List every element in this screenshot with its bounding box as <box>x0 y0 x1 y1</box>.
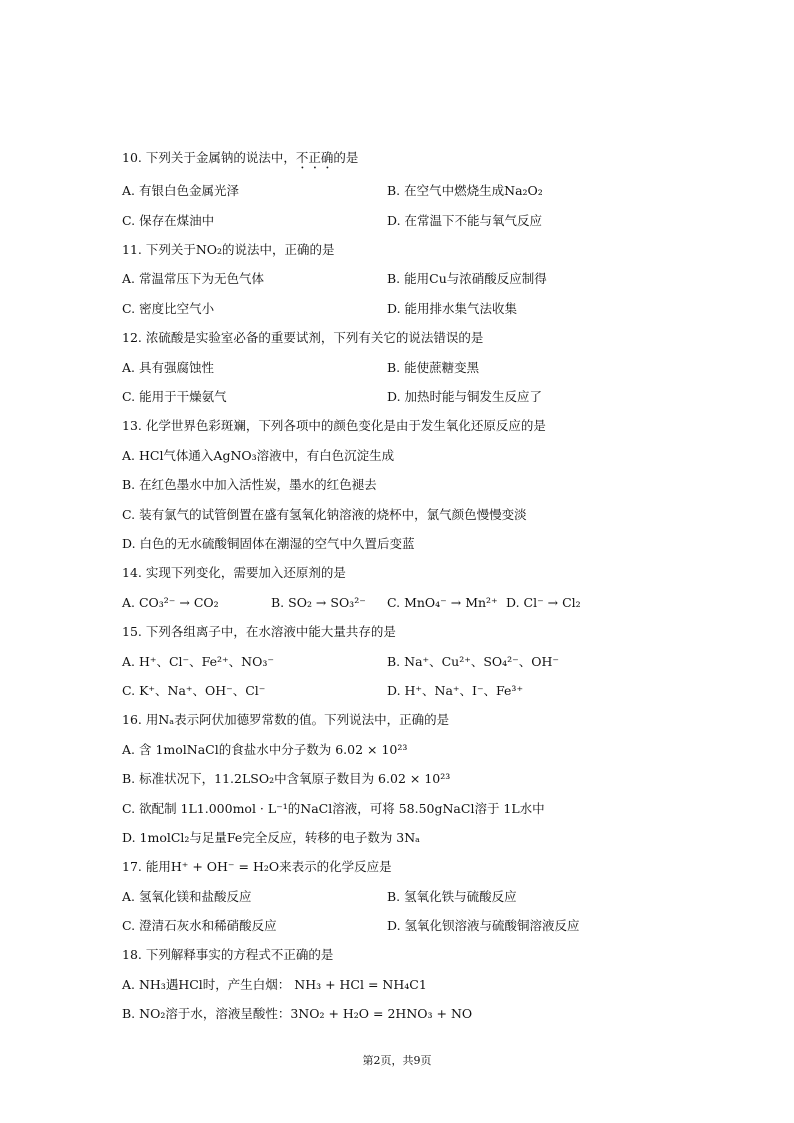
q11-option-c: C. 密度比空气小 <box>122 301 215 316</box>
q13-option-c: C. 装有氯气的试管倒置在盛有氢氧化钠溶液的烧杯中，氯气颜色慢慢变淡 <box>122 507 527 522</box>
q10-stem-suffix: 的是 <box>333 150 359 165</box>
q12-option-d: D. 加热时能与铜发生反应了 <box>387 389 543 404</box>
q11-option-a: A. 常温常压下为无色气体 <box>122 271 264 286</box>
question-11-stem: 11. 下列关于NO₂的说法中，正确的是 <box>122 242 335 257</box>
q15-option-a: A. H⁺、Cl⁻、Fe²⁺、NO₃⁻ <box>122 654 274 669</box>
q10-option-b: B. 在空气中燃烧生成Na₂O₂ <box>387 183 543 198</box>
q13-option-d: D. 白色的无水硫酸铜固体在潮湿的空气中久置后变蓝 <box>122 536 415 551</box>
question-17-stem: 17. 能用H⁺ + OH⁻ = H₂O来表示的化学反应是 <box>122 859 392 874</box>
question-16-stem: 16. 用Nₐ表示阿伏加德罗常数的值。下列说法中，正确的是 <box>122 712 450 727</box>
q17-option-c: C. 澄清石灰水和稀硝酸反应 <box>122 918 277 933</box>
q13-option-a: A. HCl气体通入AgNO₃溶液中，有白色沉淀生成 <box>122 448 395 463</box>
q15-option-b: B. Na⁺、Cu²⁺、SO₄²⁻、OH⁻ <box>387 654 560 669</box>
q16-option-d: D. 1molCl₂与足量Fe完全反应，转移的电子数为 3Nₐ <box>122 830 420 845</box>
q17-option-b: B. 氢氧化铁与硫酸反应 <box>387 889 517 904</box>
q18-option-b: B. NO₂溶于水，溶液呈酸性：3NO₂ + H₂O = 2HNO₃ + NO <box>122 1006 473 1021</box>
page-footer: 第2页，共9页 <box>362 1054 432 1067</box>
q10-stem-prefix: 10. 下列关于金属钠的说法中， <box>122 150 296 165</box>
question-13-stem: 13. 化学世界色彩斑斓，下列各项中的颜色变化是由于发生氧化还原反应的是 <box>122 418 546 433</box>
question-15-stem: 15. 下列各组离子中，在水溶液中能大量共存的是 <box>122 624 396 639</box>
q18-option-a: A. NH₃遇HCl时，产生白烟： NH₃ + HCl = NH₄C1 <box>122 977 427 992</box>
question-14-stem: 14. 实现下列变化，需要加入还原剂的是 <box>122 565 346 580</box>
question-10-stem <box>122 150 358 172</box>
q12-option-a: A. 具有强腐蚀性 <box>122 360 214 375</box>
q12-option-c: C. 能用于干燥氨气 <box>122 389 227 404</box>
question-12-stem: 12. 浓硫酸是实验室必备的重要试剂，下列有关它的说法错误的是 <box>122 330 484 345</box>
q14-option-b: B. SO₂ → SO₃²⁻ <box>271 595 366 610</box>
q11-option-b: B. 能用Cu与浓硝酸反应制得 <box>387 271 547 286</box>
q17-option-a: A. 氢氧化镁和盐酸反应 <box>122 889 252 904</box>
question-18-stem: 18. 下列解释事实的方程式不正确的是 <box>122 947 334 962</box>
q16-option-a: A. 含 1molNaCl的食盐水中分子数为 6.02 × 10²³ <box>122 742 408 757</box>
q10-option-a: A. 有银白色金属光泽 <box>122 183 239 198</box>
q16-option-b: B. 标准状况下，11.2LSO₂中含氧原子数目为 6.02 × 10²³ <box>122 771 451 786</box>
q10-option-c: C. 保存在煤油中 <box>122 213 215 228</box>
q17-option-d: D. 氢氧化钡溶液与硫酸铜溶液反应 <box>387 918 580 933</box>
q10-option-d: D. 在常温下不能与氧气反应 <box>387 213 543 228</box>
q13-option-b: B. 在红色墨水中加入活性炭，墨水的红色褪去 <box>122 477 377 492</box>
q14-option-c: C. MnO₄⁻ → Mn²⁺ <box>387 595 498 610</box>
q10-stem-emphasis: 不正确 <box>295 150 334 165</box>
q14-option-a: A. CO₃²⁻ → CO₂ <box>122 595 219 610</box>
q15-option-c: C. K⁺、Na⁺、OH⁻、Cl⁻ <box>122 683 266 698</box>
q16-option-c: C. 欲配制 1L1.000mol · L⁻¹的NaCl溶液，可将 58.50gNaCl溶于 1L水中 <box>122 801 545 816</box>
q12-option-b: B. 能使蔗糖变黑 <box>387 360 480 375</box>
q11-option-d: D. 能用排水集气法收集 <box>387 301 518 316</box>
q15-option-d: D. H⁺、Na⁺、I⁻、Fe³⁺ <box>387 683 524 698</box>
q14-option-d: D. Cl⁻ → Cl₂ <box>506 595 581 610</box>
